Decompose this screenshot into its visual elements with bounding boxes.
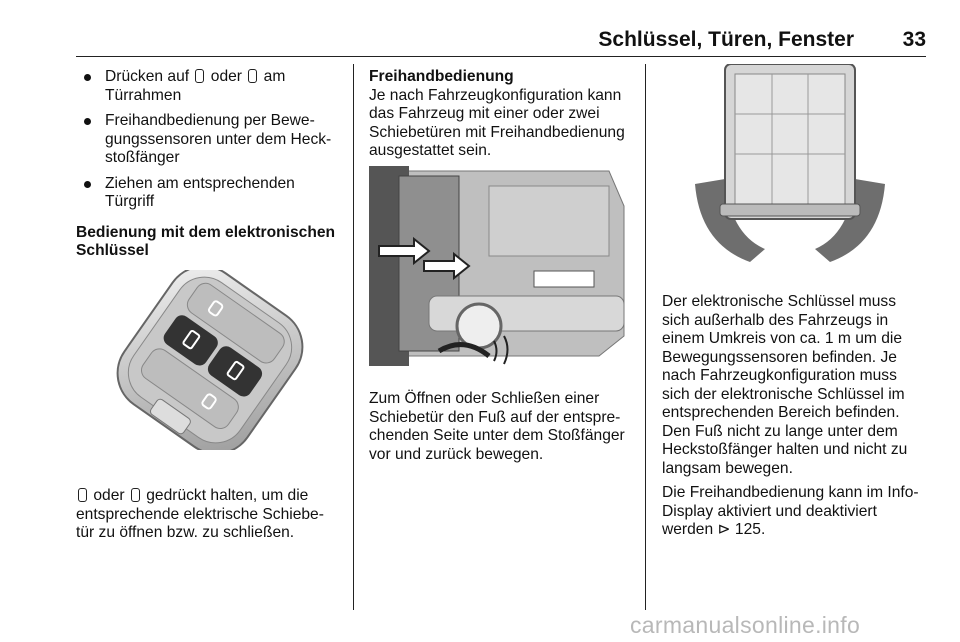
bullet-text: Türgriff	[105, 193, 155, 210]
bullet-dot	[84, 74, 91, 81]
paragraph: Je nach Fahrzeugkonfiguration kann das Fahrzeug mit einer oder zwei Schiebetüren mit Freihandbedienung ausgestattet sein.	[369, 86, 625, 159]
bullet-dot	[84, 181, 91, 188]
key-fob-illustration	[100, 270, 320, 450]
list-item	[76, 175, 342, 212]
page-reference-arrow-icon: ⊳	[717, 521, 731, 538]
van-top-view-illustration	[690, 64, 890, 264]
page-number: 33	[902, 28, 926, 51]
section-heading: Bedienung mit dem elektronischen Schlüssel	[76, 223, 336, 259]
bullet-text: stoßfänger	[105, 149, 180, 166]
column-divider-2	[645, 64, 646, 610]
sliding-door-open-icon	[78, 488, 87, 502]
bullet-text: gungssensoren unter dem Heck-	[105, 130, 332, 148]
paragraph: Der elektronische Schlüssel muss sich außerhalb des Fahrzeugs in einem Umkreis von ca. 1 m um die Bewegungssensoren befinden. Je nach Fahrzeugkonfiguration muss sich der elektronische Schlüssel im entsprechenden Bereich befinden. Den Fuß nicht zu lange unter dem Heckstoßfänger halten und nicht zu langsam bewegen.	[662, 293, 908, 477]
watermark: carmanualsonline.info	[630, 612, 861, 638]
paragraph: Die Freihandbedienung kann im Info- Display aktiviert und deaktiviert werden ⊳ 125.	[662, 484, 919, 538]
column-divider-1	[353, 64, 354, 610]
section-heading: Freihandbedienung	[369, 68, 514, 85]
page-title: Schlüssel, Türen, Fenster	[598, 28, 854, 51]
bullet-text: Drücken auf	[105, 68, 190, 85]
bullet-dot	[84, 118, 91, 125]
bullet-text: oder	[210, 68, 242, 85]
caption-block	[76, 487, 346, 549]
list-item	[76, 112, 342, 168]
paragraph: Zum Öffnen oder Schließen einer Schiebetür den Fuß auf der entspre- chenden Seite unter dem Stoßfänger vor und zurück bewegen.	[369, 390, 625, 463]
sliding-door-close-icon	[131, 488, 140, 502]
header-rule	[76, 56, 926, 57]
column-1	[76, 68, 342, 267]
bullet-list	[76, 68, 342, 212]
bullet-text: am Türrahmen	[105, 68, 286, 104]
bullet-text: Ziehen am entsprechenden	[105, 174, 295, 192]
column-2	[369, 68, 639, 167]
caption: oder gedrückt halten, um die entsprechende elektrische Schiebe- tür zu öffnen bzw. zu schließen.	[76, 487, 324, 541]
page-header	[76, 28, 926, 54]
page-reference-link[interactable]: 125.	[734, 521, 766, 538]
van-rear-illustration	[369, 166, 631, 376]
door-button-icon	[195, 69, 204, 83]
paragraph-block	[369, 390, 639, 470]
list-item	[76, 68, 342, 105]
bullet-text: Freihandbedienung per Bewe-	[105, 112, 315, 129]
door-button-icon	[248, 69, 257, 83]
column-3	[662, 293, 938, 546]
